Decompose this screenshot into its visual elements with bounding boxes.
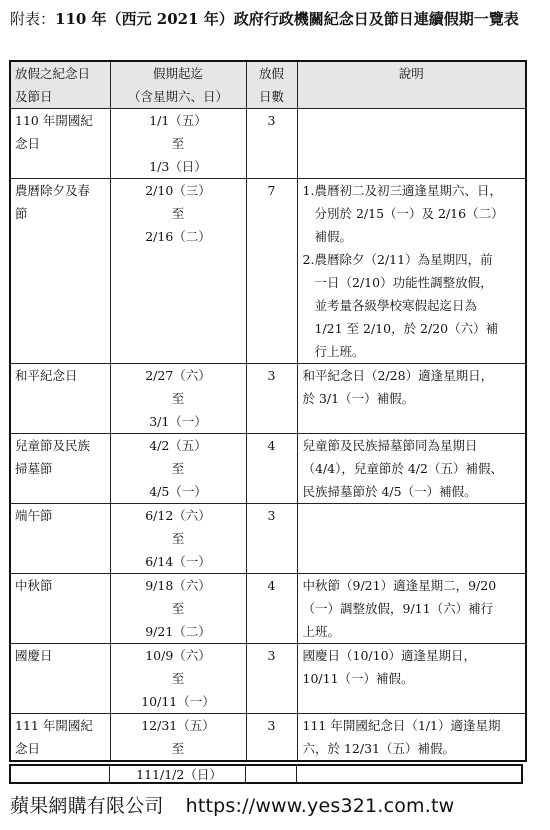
period-line: 2/10（三）	[145, 183, 211, 198]
note-text	[303, 644, 524, 690]
period-cell	[110, 714, 246, 762]
period-cell	[110, 434, 246, 504]
note-line: 1/21 至 2/10，於 2/20（六）補	[314, 321, 499, 336]
note-line: 分別於 2/15（一）及 2/16（二）	[314, 206, 504, 221]
note-number: 2.	[302, 252, 315, 267]
period-line: 4/5（一）	[149, 484, 207, 499]
period-cell	[110, 644, 246, 714]
period-line: 12/31（五）	[141, 718, 215, 733]
note-line: （一）調整放假，9/11（六）補行	[302, 601, 494, 616]
period-cell	[110, 109, 246, 179]
notes-cell	[297, 434, 526, 504]
period-line: 至	[171, 671, 185, 686]
continuation-divider	[296, 766, 297, 782]
holiday-name-line: 念日	[15, 136, 41, 151]
days-value: 7	[267, 183, 276, 198]
note-item	[303, 434, 524, 503]
period-line: 6/12（六）	[145, 508, 211, 523]
header-period-line1: 假期起迄	[152, 66, 203, 81]
days-cell	[246, 574, 297, 644]
note-line: 六，於 12/31（五）補假。	[302, 741, 455, 756]
continuation-divider	[109, 766, 110, 782]
header-holiday-line1: 放假之紀念日	[15, 66, 91, 81]
days-cell	[246, 179, 297, 364]
notes-cell	[297, 109, 526, 179]
table-row	[10, 504, 526, 574]
holiday-name-line: 念日	[15, 741, 41, 756]
holiday-name-cell	[10, 644, 110, 714]
days-value: 3	[267, 648, 276, 663]
note-text	[315, 179, 524, 248]
holiday-name-line: 兒童節及民族	[15, 438, 91, 453]
footer-url: https://www.yes321.com.tw	[185, 795, 455, 817]
holiday-name-cell	[10, 504, 110, 574]
holiday-name-line: 端午節	[15, 508, 53, 523]
period-line: 至	[171, 741, 185, 756]
period-line: 10/11（一）	[141, 694, 215, 709]
holiday-name-cell	[10, 109, 110, 179]
days-value: 3	[267, 113, 276, 128]
note-line: 民族掃墓節於 4/5（一）補假。	[302, 484, 477, 499]
period-line: 6/14（一）	[145, 554, 211, 569]
note-line: 和平紀念日（2/28）適逢星期日，	[302, 368, 494, 383]
title-main: 110 年（西元 2021 年）政府行政機關紀念日及節日連續假期一覽表	[55, 10, 519, 28]
period-line: 1/1（五）	[149, 113, 207, 128]
notes-cell	[297, 504, 526, 574]
days-value: 4	[267, 578, 276, 593]
note-line: 農曆除夕（2/11）為星期四，前	[314, 252, 493, 267]
table-row	[10, 574, 526, 644]
notes-cell	[297, 714, 526, 762]
table-header-row	[10, 61, 526, 109]
holiday-name-line: 農曆除夕及春	[15, 183, 91, 198]
note-text	[315, 248, 524, 363]
days-cell	[246, 434, 297, 504]
period-cell	[110, 574, 246, 644]
holiday-table	[9, 60, 527, 762]
period-line: 1/3（日）	[149, 159, 207, 174]
note-line: 於 3/1（一）補假。	[302, 391, 415, 406]
header-period	[110, 61, 246, 109]
header-period-line2: （含星期六、日）	[127, 89, 228, 104]
note-line: 一日（2/10）功能性調整放假，	[314, 275, 493, 290]
holiday-name-line: 和平紀念日	[15, 368, 78, 383]
period-line: 9/18（六）	[145, 578, 211, 593]
note-item	[303, 574, 524, 643]
header-holiday	[10, 61, 110, 109]
days-cell	[246, 109, 297, 179]
title-prefix: 附表：	[10, 10, 56, 28]
footer-watermark	[10, 792, 540, 820]
holiday-name-line: 節	[15, 206, 28, 221]
table-row	[10, 644, 526, 714]
holiday-name-line: 掃墓節	[15, 461, 53, 476]
header-days-line1: 放假	[258, 66, 284, 81]
note-line: 中秋節（9/21）適逢星期二，9/20	[302, 578, 497, 593]
period-line: 至	[171, 136, 185, 151]
days-cell	[246, 364, 297, 434]
holiday-name-cell	[10, 714, 110, 762]
table-row	[10, 179, 526, 364]
days-cell	[246, 714, 297, 762]
period-line: 10/9（六）	[145, 648, 211, 663]
period-line: 4/2（五）	[149, 438, 207, 453]
period-line: 至	[171, 461, 185, 476]
period-line: 2/16（二）	[145, 229, 211, 244]
holiday-name-cell	[10, 179, 110, 364]
note-item	[303, 714, 524, 760]
header-notes: 說明	[297, 61, 526, 109]
period-line: 3/1（一）	[149, 414, 207, 429]
note-text	[303, 434, 524, 503]
note-line: 上班。	[302, 624, 341, 639]
note-text	[303, 714, 524, 760]
note-text	[303, 574, 524, 643]
days-value: 3	[267, 508, 276, 523]
period-cell	[110, 179, 246, 364]
days-cell	[246, 644, 297, 714]
period-line: 至	[171, 206, 185, 221]
note-line: 111 年開國紀念日（1/1）適逢星期	[302, 718, 501, 733]
table-row	[10, 364, 526, 434]
table-row	[10, 714, 526, 762]
note-item	[303, 248, 524, 363]
holiday-name-cell	[10, 434, 110, 504]
days-value: 3	[267, 718, 276, 733]
note-line: 行上班。	[314, 344, 365, 359]
period-cell	[110, 504, 246, 574]
table-row	[10, 434, 526, 504]
holiday-name-line: 110 年開國紀	[15, 113, 93, 128]
notes-cell	[297, 364, 526, 434]
holiday-name-line: 國慶日	[15, 648, 53, 663]
period-line: 2/27（六）	[145, 368, 211, 383]
note-item	[303, 364, 524, 410]
header-holiday-line2: 及節日	[15, 89, 53, 104]
header-days	[246, 61, 297, 109]
note-line: 補假。	[314, 229, 353, 244]
holiday-name-cell	[10, 364, 110, 434]
notes-cell	[297, 574, 526, 644]
note-number: 1.	[302, 183, 315, 198]
notes-cell	[297, 179, 526, 364]
note-item	[303, 179, 524, 248]
note-text	[303, 364, 524, 410]
holiday-name-line: 中秋節	[15, 578, 53, 593]
period-line: 9/21（二）	[145, 624, 211, 639]
note-line: 並考量各級學校寒假起迄日為	[314, 298, 478, 313]
period-line: 至	[171, 391, 185, 406]
table-row	[10, 109, 526, 179]
note-line: 農曆初二及初三適逢星期六、日，	[314, 183, 503, 198]
holiday-name-line: 111 年開國紀	[15, 718, 93, 733]
notes-cell	[297, 644, 526, 714]
footer-company: 蘋果網購有限公司	[10, 795, 164, 817]
note-line: （4/4），兒童節於 4/2（五）補假、	[302, 461, 503, 476]
period-line: 至	[171, 531, 185, 546]
note-line: 兒童節及民族掃墓節同為星期日	[302, 438, 478, 453]
header-days-line2: 日數	[258, 89, 284, 104]
note-line: 國慶日（10/10）適逢星期日，	[302, 648, 477, 663]
note-line: 10/11（一）補假。	[302, 671, 414, 686]
document-title	[10, 8, 530, 30]
table-continuation-row	[9, 764, 523, 784]
holiday-name-cell	[10, 574, 110, 644]
note-item	[303, 644, 524, 690]
days-value: 3	[267, 368, 276, 383]
period-line: 至	[171, 601, 185, 616]
days-cell	[246, 504, 297, 574]
continuation-period: 111/1/2（日）	[136, 767, 222, 782]
period-cell	[110, 364, 246, 434]
days-value: 4	[267, 438, 276, 453]
